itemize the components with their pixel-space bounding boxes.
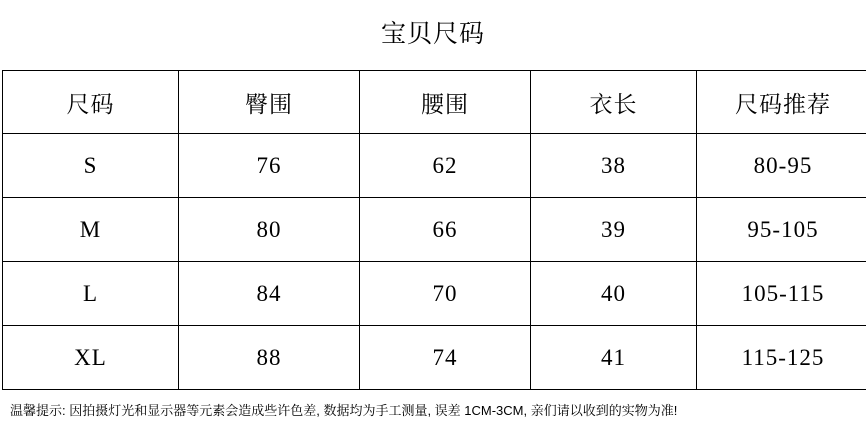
table-header-row (3, 71, 866, 134)
table-body (3, 134, 866, 390)
cell-recommendation: 115-125 (697, 326, 866, 390)
cell-hip: 84 (179, 262, 360, 326)
cell-waist: 66 (360, 198, 531, 262)
table-header-cell-hip: 臀围 (179, 71, 360, 134)
table-row (3, 198, 866, 262)
cell-waist: 74 (360, 326, 531, 390)
table-header-cell-length: 衣长 (531, 71, 697, 134)
cell-recommendation: 80-95 (697, 134, 866, 198)
table-header-cell-waist: 腰围 (360, 71, 531, 134)
cell-hip: 76 (179, 134, 360, 198)
cell-length: 41 (531, 326, 697, 390)
cell-size: S (3, 134, 179, 198)
table-row (3, 262, 866, 326)
cell-waist: 62 (360, 134, 531, 198)
table-header (3, 71, 866, 134)
cell-size: M (3, 198, 179, 262)
cell-length: 39 (531, 198, 697, 262)
cell-waist: 70 (360, 262, 531, 326)
cell-recommendation: 95-105 (697, 198, 866, 262)
cell-length: 40 (531, 262, 697, 326)
size-table (2, 70, 866, 390)
cell-size: L (3, 262, 179, 326)
cell-recommendation: 105-115 (697, 262, 866, 326)
table-row (3, 134, 866, 198)
table-header-cell-recommendation: 尺码推荐 (697, 71, 866, 134)
cell-size: XL (3, 326, 179, 390)
cell-hip: 80 (179, 198, 360, 262)
table-header-cell-size: 尺码 (3, 71, 179, 134)
cell-length: 38 (531, 134, 697, 198)
cell-hip: 88 (179, 326, 360, 390)
page-title: 宝贝尺码 (380, 21, 485, 48)
disclaimer-note: 温馨提示: 因拍摄灯光和显示器等元素会造成些许色差, 数据均为手工测量, 误差 1CM-3CM, 亲们请以收到的实物为准! (10, 403, 678, 418)
table-row (3, 326, 866, 390)
